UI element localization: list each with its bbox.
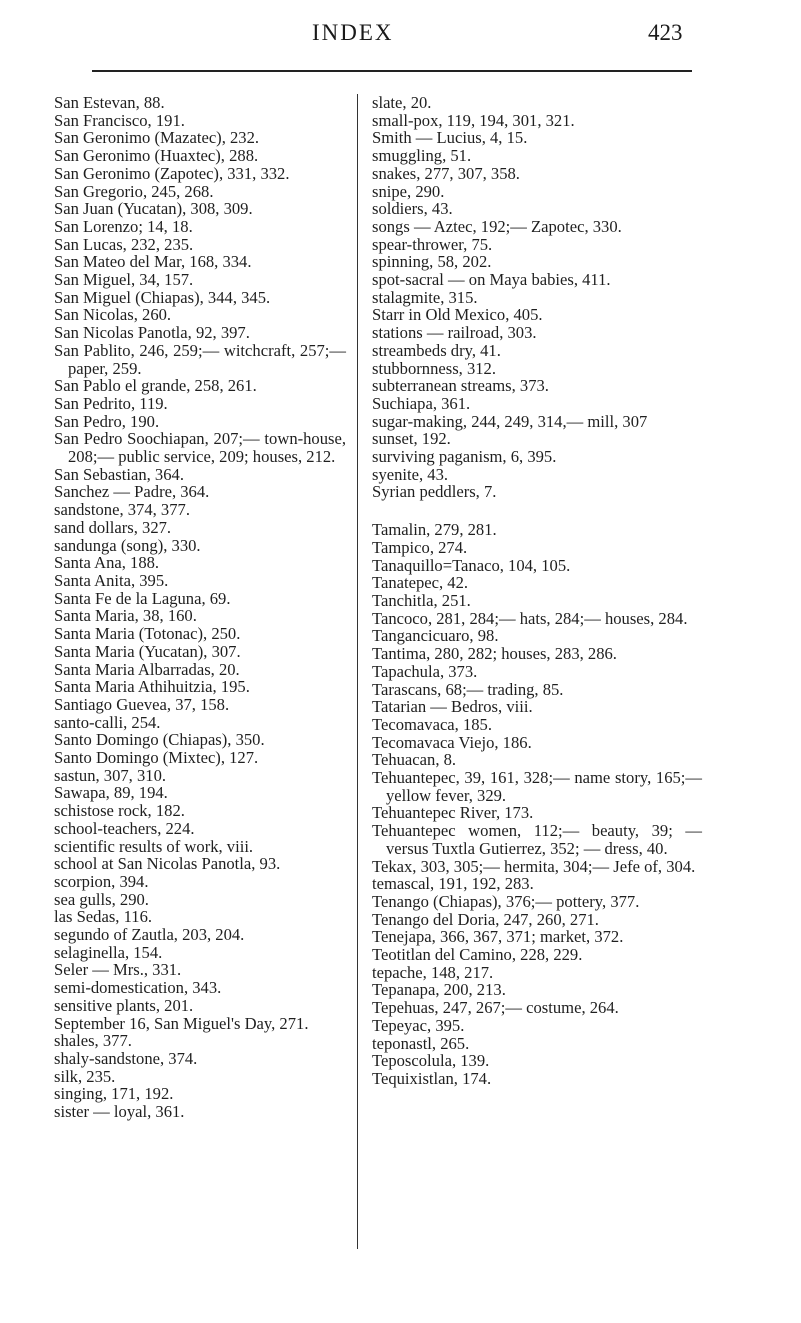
index-entry: sandstone, 374, 377. [54,500,190,520]
page-header [0,20,801,78]
index-entry: syenite, 43. [372,464,449,484]
index-entry: Tehuantepec, 39, 161, 328;— name story, 165;— yellow fever, 329. [372,768,702,805]
index-entry: Santo Domingo (Mixtec), 127. [54,748,259,768]
index-entry: tepache, 148, 217. [372,962,494,982]
index-entry: San Sebastian, 364. [54,464,184,484]
index-entry: San Nicolas, 260. [54,305,172,325]
index-entry: school at San Nicolas Panotla, 93. [54,854,281,874]
index-entry: Tatarian — Bedros, viii. [372,697,533,717]
index-entry: streambeds dry, 41. [372,340,501,360]
index-entry: sea gulls, 290. [54,889,149,909]
index-entry: Santa Maria (Totonac), 250. [54,624,241,644]
index-entry: Tancoco, 281, 284;— hats, 284;— houses, 284. [372,608,688,628]
index-entry: spinning, 58, 202. [372,252,492,272]
index-entry: Tehuacan, 8. [372,750,457,770]
index-entry: spear-thrower, 75. [372,234,493,254]
index-entry: schistose rock, 182. [54,801,185,821]
index-entry: San Miguel (Chiapas), 344, 345. [54,287,271,307]
index-entry: subterranean streams, 373. [372,376,549,396]
index-entry: smuggling, 51. [372,146,472,166]
index-entry: Santa Maria, 38, 160. [54,606,197,626]
index-entry: Tangancicuaro, 98. [372,626,499,646]
index-entry: songs — Aztec, 192;— Zapotec, 330. [372,216,622,236]
index-entry: Suchiapa, 361. [372,393,471,413]
index-entry: Tantima, 280, 282; houses, 283, 286. [372,644,617,664]
index-entry: snakes, 277, 307, 358. [372,163,520,183]
index-entry: San Geronimo (Huaxtec), 288. [54,146,259,166]
index-entry: spot-sacral — on Maya babies, 411. [372,270,611,290]
index-entry: San Geronimo (Zapotec), 331, 332. [54,163,290,183]
column-divider [357,94,358,1249]
index-entry: soldiers, 43. [372,199,453,219]
index-entry: Tecomavaca, 185. [372,714,493,734]
index-entry: Santa Anita, 395. [54,570,169,590]
index-column-left [54,94,346,1121]
index-entry: slate, 20. [372,93,432,112]
index-entry: segundo of Zautla, 203, 204. [54,925,245,945]
index-entry: Tampico, 274. [372,537,468,557]
index-entry: San Pedrito, 119. [54,393,168,413]
index-entry: San Estevan, 88. [54,93,165,112]
index-entry: Tecomavaca Viejo, 186. [372,732,532,752]
index-entry: teponastl, 265. [372,1033,470,1053]
index-entry: Santa Maria (Yucatan), 307. [54,641,241,661]
index-entry: San Lorenzo; 14, 18. [54,216,193,236]
header-rule [92,70,692,72]
index-entry: temascal, 191, 192, 283. [372,874,534,894]
index-entry: stations — railroad, 303. [372,323,537,343]
index-entry: Tepeyac, 395. [372,1015,465,1035]
index-entry: sugar-making, 244, 249, 314,— mill, 307 [372,411,648,431]
index-entry: Santo Domingo (Chiapas), 350. [54,730,265,750]
index-entry: Tequixistlan, 174. [372,1068,492,1088]
index-entry: sastun, 307, 310. [54,765,167,785]
index-entry: Santa Maria Athihuitzia, 195. [54,677,250,697]
index-entry: Tepehuas, 247, 267;— costume, 264. [372,998,619,1018]
index-entry: las Sedas, 116. [54,907,153,927]
index-entry: sand dollars, 327. [54,517,172,537]
index-entry: Tapachula, 373. [372,661,478,681]
index-entry: sunset, 192. [372,429,451,449]
index-entry: Tanaquillo=Tanaco, 104, 105. [372,555,571,575]
index-entry: Tenango del Doria, 247, 260, 271. [372,909,599,929]
index-entry: Starr in Old Mexico, 405. [372,305,543,325]
index-entry: Tanchitla, 251. [372,590,471,610]
index-entry: San Pablo el grande, 258, 261. [54,376,257,396]
index-entry: Sawapa, 89, 194. [54,783,168,803]
index-entry: surviving paganism, 6, 395. [372,447,557,467]
index-entry: sandunga (song), 330. [54,535,201,555]
index-entry: September 16, San Miguel's Day, 271. [54,1013,309,1033]
index-entry: Tanatepec, 42. [372,573,469,593]
index-entry: Tehuantepec women, 112;— beauty, 39; — versus Tuxtla Gutierrez, 352; — dress, 40. [372,821,702,858]
page-number: 423 [648,20,683,45]
index-entry: Syrian peddlers, 7. [372,482,497,502]
index-entry: San Gregorio, 245, 268. [54,181,214,201]
index-entry: snipe, 290. [372,181,445,201]
index-entry: sister — loyal, 361. [54,1102,185,1122]
index-entry: silk, 235. [54,1066,116,1086]
index-entry: Tenango (Chiapas), 376;— pottery, 377. [372,891,640,911]
index-entry: San Francisco, 191. [54,110,185,130]
index-entry: small-pox, 119, 194, 301, 321. [372,110,575,130]
index-entry: stubbornness, 312. [372,358,496,378]
index-entry: San Juan (Yucatan), 308, 309. [54,199,253,219]
index-entry: San Pedro Soochiapan, 207;— town-house, 208;— public service, 209; houses, 212. [54,429,346,467]
index-entry: San Nicolas Panotla, 92, 397. [54,323,250,343]
index-entry: Tenejapa, 366, 367, 371; market, 372. [372,927,624,947]
index-entry: shales, 377. [54,1031,132,1051]
index-column-right [372,94,702,1088]
index-entry: school-teachers, 224. [54,818,195,838]
index-entry: Tepanapa, 200, 213. [372,980,506,1000]
index-entry: scorpion, 394. [54,871,149,891]
index-entry: Sanchez — Padre, 364. [54,482,210,502]
index-entry: Tamalin, 279, 281. [372,520,497,540]
index-entry: San Pedro, 190. [54,411,160,431]
index-entry: santo-calli, 254. [54,712,161,732]
index-entry: San Lucas, 232, 235. [54,234,194,254]
index-entry: scientific results of work, viii. [54,836,254,856]
index-entry: Santa Maria Albarradas, 20. [54,659,240,679]
index-entry: Santa Ana, 188. [54,553,160,573]
index-entry: San Geronimo (Mazatec), 232. [54,128,260,148]
index-entry: Tekax, 303, 305;— hermita, 304;— Jefe of, 304. [372,856,696,876]
index-entry: Tarascans, 68;— trading, 85. [372,679,564,699]
index-entry: Teotitlan del Camino, 228, 229. [372,945,583,965]
index-entry: semi-domestication, 343. [54,978,222,998]
page-title: INDEX [312,20,394,45]
index-entry: stalagmite, 315. [372,287,478,307]
index-entry: Smith — Lucius, 4, 15. [372,128,528,148]
index-entry: shaly-sandstone, 374. [54,1048,198,1068]
index-entry: San Mateo del Mar, 168, 334. [54,252,252,272]
index-entry: sensitive plants, 201. [54,995,194,1015]
index-entry: Seler — Mrs., 331. [54,960,182,980]
index-entry: selaginella, 154. [54,942,163,962]
index-entry: San Miguel, 34, 157. [54,270,194,290]
index-entry: Santiago Guevea, 37, 158. [54,694,230,714]
index-entry: Santa Fe de la Laguna, 69. [54,588,231,608]
index-entry: singing, 171, 192. [54,1084,174,1104]
index-entry: Tehuantepec River, 173. [372,803,534,823]
index-entry: Teposcolula, 139. [372,1051,490,1071]
index-entry: San Pablito, 246, 259;— witchcraft, 257;— paper, 259. [54,340,346,378]
